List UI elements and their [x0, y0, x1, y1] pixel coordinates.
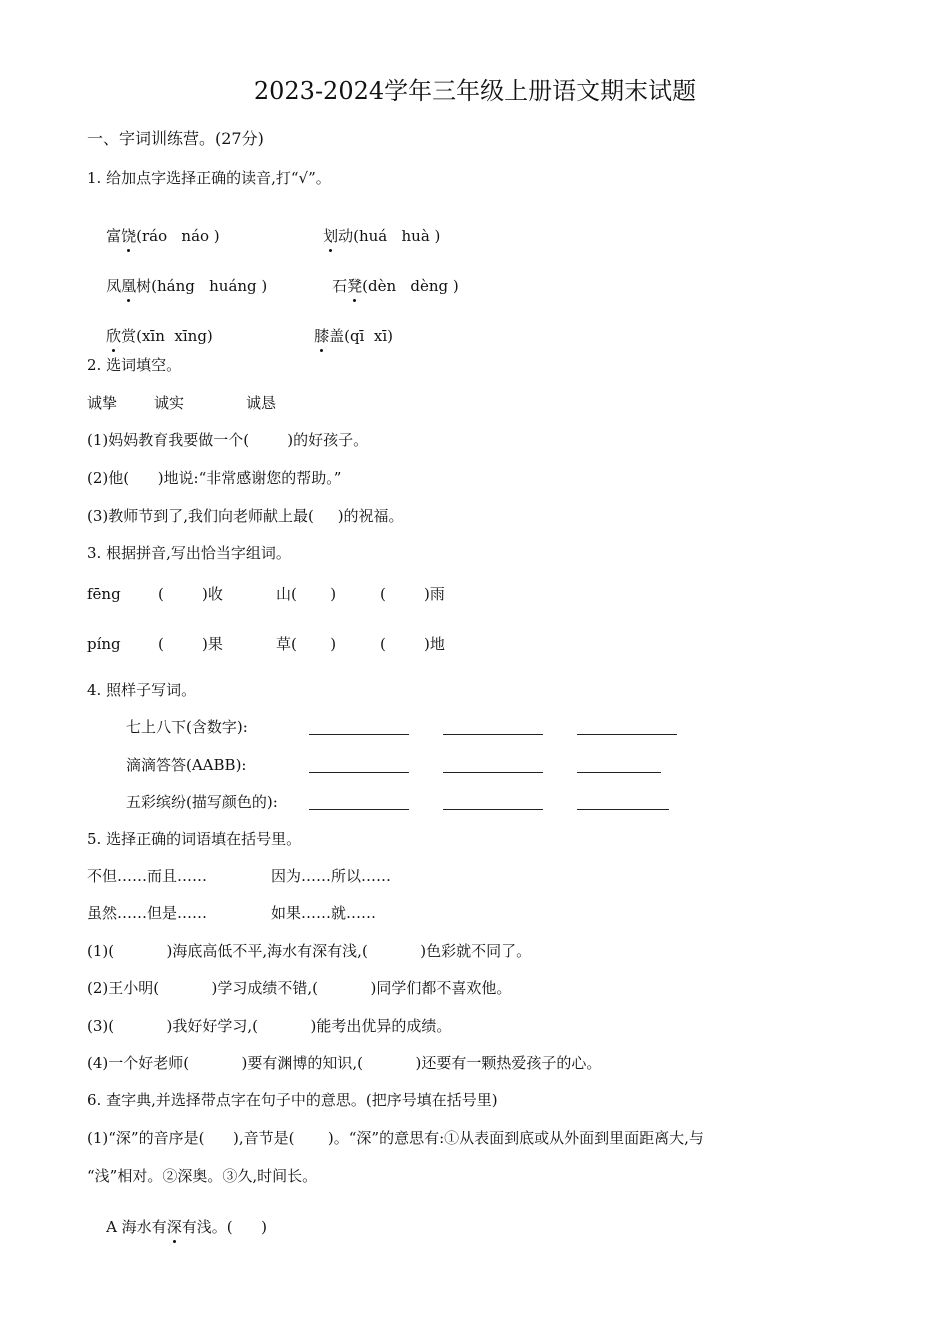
answer-blank[interactable]: [309, 772, 409, 773]
exam-title: 2023-2024学年三年级上册语文期末试题: [253, 77, 697, 105]
q3-blank-word: ( )地: [380, 635, 445, 653]
answer-blank[interactable]: [577, 809, 669, 810]
answer-blank[interactable]: [309, 809, 409, 810]
section-heading: 一、字词训练营。(27分): [87, 129, 264, 148]
q1-item: 石凳(dèn dèng ): [332, 277, 459, 295]
q3-blank-word: ( )果: [158, 635, 223, 653]
q1-item: 富饶(ráo náo ): [106, 227, 220, 245]
q2-sentence: (2)他( )地说:“非常感谢您的帮助。”: [87, 469, 342, 487]
q1-prompt: 1. 给加点字选择正确的读音,打“√”。: [87, 169, 331, 187]
q3-blank-word: ( )收: [158, 585, 223, 603]
answer-blank[interactable]: [577, 772, 661, 773]
q5-option: 不但……而且……: [87, 867, 208, 885]
q5-option: 如果……就……: [271, 904, 377, 922]
q1-item: 凤凰树(háng huáng ): [106, 277, 268, 295]
q5-sentence: (3)( )我好好学习,( )能考出优异的成绩。: [87, 1017, 452, 1035]
q3-blank-word: ( )雨: [380, 585, 445, 603]
q6-prompt: 6. 查字典,并选择带点字在句子中的意思。(把序号填在括号里): [87, 1091, 498, 1109]
answer-blank[interactable]: [443, 772, 543, 773]
q5-option: 因为……所以……: [271, 867, 392, 885]
q6-definition: “浅”相对。②深奥。③久,时间长。: [87, 1167, 318, 1185]
q2-prompt: 2. 选词填空。: [87, 356, 182, 374]
q6-sentence-a: A 海水有深有浅。( ): [106, 1218, 268, 1236]
q3-blank-word: 草( ): [276, 635, 337, 653]
q1-item: 划动(huá huà ): [323, 227, 441, 245]
q1-item: 膝盖(qī xī): [314, 327, 393, 345]
answer-blank[interactable]: [443, 809, 543, 810]
q1-item: 欣赏(xīn xīng): [106, 327, 213, 345]
q2-sentence: (3)教师节到了,我们向老师献上最( )的祝福。: [87, 507, 404, 525]
q3-pinyin: fēng: [87, 585, 121, 603]
answer-blank[interactable]: [577, 734, 677, 735]
q3-blank-word: 山( ): [276, 585, 337, 603]
q5-prompt: 5. 选择正确的词语填在括号里。: [87, 830, 302, 848]
q5-option: 虽然……但是……: [87, 904, 208, 922]
q2-word-option: 诚实: [154, 394, 185, 412]
q3-pinyin: píng: [87, 635, 121, 653]
q5-sentence: (1)( )海底高低不平,海水有深有浅,( )色彩就不同了。: [87, 942, 532, 960]
q4-prompt: 4. 照样子写词。: [87, 681, 197, 699]
q5-sentence: (2)王小明( )学习成绩不错,( )同学们都不喜欢他。: [87, 979, 512, 997]
q2-sentence: (1)妈妈教育我要做一个( )的好孩子。: [87, 431, 369, 449]
q5-sentence: (4)一个好老师( )要有渊博的知识,( )还要有一颗热爱孩子的心。: [87, 1054, 602, 1072]
answer-blank[interactable]: [443, 734, 543, 735]
answer-blank[interactable]: [309, 734, 409, 735]
q3-prompt: 3. 根据拼音,写出恰当字组词。: [87, 544, 291, 562]
q4-example: 五彩缤纷(描写颜色的):: [126, 793, 278, 811]
q2-word-option: 诚恳: [246, 394, 277, 412]
q4-example: 七上八下(含数字):: [126, 718, 248, 736]
q2-word-option: 诚挚: [87, 394, 118, 412]
q6-definition: (1)“深”的音序是( ),音节是( )。“深”的意思有:①从表面到底或从外面到里面距离大,与: [87, 1129, 704, 1147]
q4-example: 滴滴答答(AABB):: [126, 756, 247, 774]
